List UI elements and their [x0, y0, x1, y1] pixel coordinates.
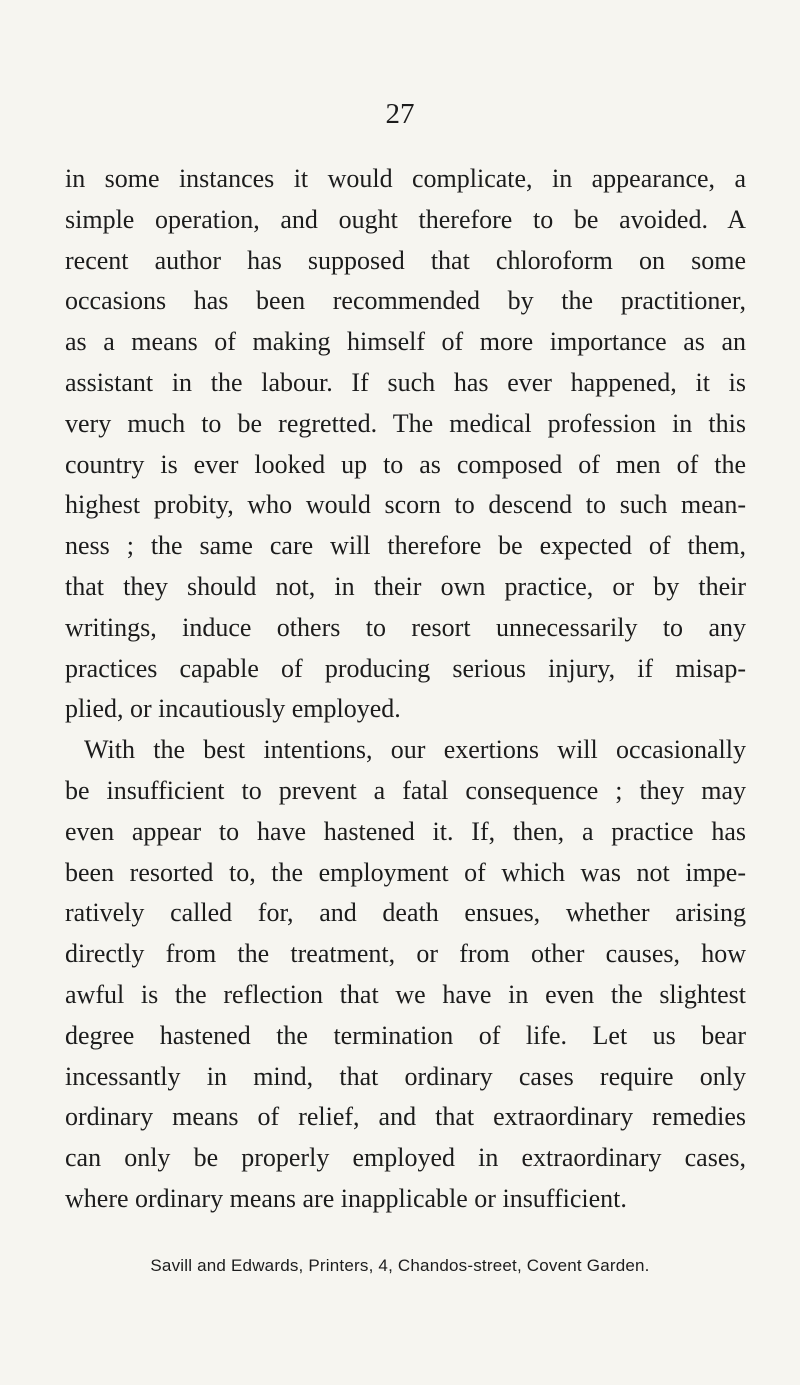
text-line: been resorted to, the employment of which was not impe-: [65, 857, 746, 887]
text-line: recent author has supposed that chloroform on some: [65, 245, 746, 275]
text-line: incessantly in mind, that ordinary cases require only: [65, 1061, 746, 1091]
text-line: in some instances it would complicate, in appearance, a: [65, 164, 746, 193]
text-line: plied, or incautiously employed.: [65, 694, 401, 724]
text-line: as a means of making himself of more importance as an: [65, 327, 746, 357]
text-line: occasions has been recommended by the practitioner,: [65, 286, 746, 316]
text-line: With the best intentions, our exertions will occasionally: [84, 735, 746, 765]
text-line: practices capable of producing serious injury, if misap-: [65, 653, 746, 683]
text-line: even appear to have hastened it. If, then, a practice has: [65, 816, 746, 846]
text-line: be insufficient to prevent a fatal consequence ; they may: [65, 775, 746, 805]
text-line: writings, induce others to resort unnecessarily to any: [65, 612, 746, 642]
text-line: country is ever looked up to as composed of men of the: [65, 449, 746, 479]
text-line: degree hastened the termination of life. Let us bear: [65, 1020, 746, 1050]
text-line: assistant in the labour. If such has ever happened, it is: [65, 367, 746, 397]
text-line: highest probity, who would scorn to descend to such mean-: [65, 490, 746, 520]
text-line: simple operation, and ought therefore to be avoided. A: [65, 204, 746, 234]
text-line: very much to be regretted. The medical profession in this: [65, 408, 746, 438]
text-line: ordinary means of relief, and that extraordinary remedies: [65, 1102, 746, 1132]
text-line: ratively called for, and death ensues, whether arising: [65, 898, 746, 928]
body-text: [65, 159, 746, 1220]
text-line: ness ; the same care will therefore be expected of them,: [65, 531, 746, 561]
page-number: 27: [385, 98, 415, 130]
printer-imprint: Savill and Edwards, Printers, 4, Chandos-street, Covent Garden.: [150, 1256, 650, 1275]
text-line: awful is the reflection that we have in even the slightest: [65, 979, 746, 1009]
text-line: that they should not, in their own practice, or by their: [65, 571, 746, 601]
text-line: can only be properly employed in extraordinary cases,: [65, 1143, 746, 1173]
text-line: where ordinary means are inapplicable or insufficient.: [65, 1183, 627, 1213]
text-line: directly from the treatment, or from other causes, how: [65, 939, 746, 969]
